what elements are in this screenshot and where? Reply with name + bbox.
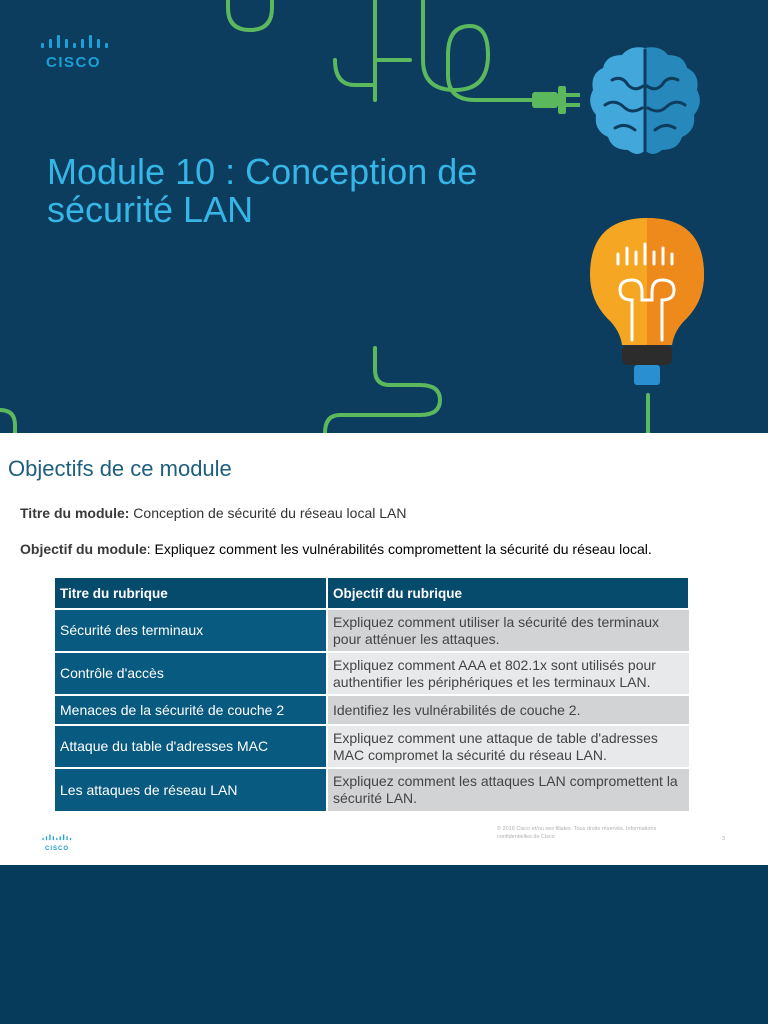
table-row	[55, 768, 689, 811]
topic-objective: Expliquez comment une attaque de table d'adresses MAC compromet la sécurité du réseau LAN.	[327, 725, 689, 768]
table-header-objective: Objectif du rubrique	[327, 578, 689, 609]
module-title-label: Titre du module:	[20, 505, 130, 521]
topic-objective: Expliquez comment utiliser la sécurité des terminaux pour atténuer les attaques.	[327, 609, 689, 652]
cisco-logo	[40, 34, 110, 50]
module-title-value: Conception de sécurité du réseau local LAN	[129, 505, 407, 521]
topic-objective: Expliquez comment les attaques LAN compromettent la sécurité LAN.	[327, 768, 689, 811]
module-objective-value: : Expliquez comment les vulnérabilités compromettent la sécurité du réseau local.	[146, 541, 652, 557]
next-slide-background	[0, 865, 768, 1024]
objectives-slide	[0, 433, 768, 865]
objectives-heading: Objectifs de ce module	[8, 456, 232, 481]
table-row	[55, 609, 689, 652]
module-objective-line	[20, 541, 652, 557]
objectives-table	[55, 578, 690, 811]
topic-title: Attaque du table d'adresses MAC	[55, 725, 327, 768]
page-number: 3	[722, 836, 726, 842]
lightbulb-icon	[590, 218, 704, 385]
footer-logo-text: CISCO	[45, 846, 70, 852]
table-header-row	[55, 578, 689, 609]
table-row	[55, 725, 689, 768]
table-header-title: Titre du rubrique	[55, 578, 327, 609]
brain-icon	[590, 47, 700, 154]
topic-title: Sécurité des terminaux	[55, 609, 327, 652]
module-title: Module 10 : Conception de sécurité LAN	[47, 151, 478, 230]
table-row	[55, 652, 689, 695]
footer-cisco-logo	[42, 828, 72, 852]
topic-title: Les attaques de réseau LAN	[55, 768, 327, 811]
footer-cisco-logo-mark	[42, 834, 72, 841]
topic-objective: Identifiez les vulnérabilités de couche 2.	[327, 695, 689, 725]
cisco-logo-text: CISCO	[46, 54, 102, 71]
topic-title: Contrôle d'accès	[55, 652, 327, 695]
title-slide	[0, 0, 768, 433]
footer-copyright: © 2016 Cisco et/ou ses filiales. Tous droits réservés. Informations confidentielles de Cisco	[497, 826, 657, 840]
topic-objective: Expliquez comment AAA et 802.1x sont utilisés pour authentifier les périphériques et les terminaux LAN.	[327, 652, 689, 695]
table-row	[55, 695, 689, 725]
plug-icon	[532, 86, 580, 114]
module-objective-label: Objectif du module	[20, 541, 147, 557]
topic-title: Menaces de la sécurité de couche 2	[55, 695, 327, 725]
module-title-line	[20, 505, 406, 521]
